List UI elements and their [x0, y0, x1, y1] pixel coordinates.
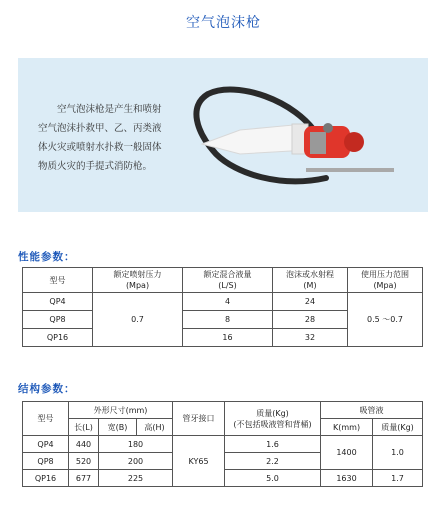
header-cell: 高(H) [137, 419, 173, 436]
flow-cell: 8 [183, 311, 273, 329]
length-cell: 440 [69, 436, 99, 453]
range-cell: 24 [273, 293, 348, 311]
page-title: 空气泡沫枪 [186, 15, 261, 31]
model-cell: QP4 [23, 293, 93, 311]
width-cell: 180 [99, 436, 173, 453]
header-cell: 额定喷射压力 (Mpa) [93, 268, 183, 293]
k-cell: 1400 [321, 436, 373, 470]
flow-cell: 16 [183, 329, 273, 347]
table-row [23, 436, 423, 453]
header-cell: 质量(Kg) (不包括吸液管和背桶) [225, 402, 321, 436]
thread-cell: KY65 [173, 436, 225, 487]
header-cell: 泡沫或水射程 (M) [273, 268, 348, 293]
table-header-row [23, 268, 423, 293]
pressure-range-cell: 0.5 ～0.7 [348, 293, 423, 347]
header-cell: 型号 [23, 402, 69, 436]
header-cell: 管牙接口 [173, 402, 225, 436]
connector [310, 132, 326, 154]
model-cell: QP8 [23, 311, 93, 329]
range-cell: 32 [273, 329, 348, 347]
performance-table [22, 267, 423, 347]
intro-text: 空气泡沫枪是产生和喷射空气泡沫扑救甲、乙、丙类液体火灾或喷射水扑救一般固体物质火灾的手提式消防枪。 [38, 104, 162, 172]
header-cell: 额定混合液量 (L/S) [183, 268, 273, 293]
header-cell: 质量(Kg) [373, 419, 423, 436]
range-cell: 28 [273, 311, 348, 329]
header-cell: 长(L) [69, 419, 99, 436]
model-cell: QP16 [23, 329, 93, 347]
steel-pipe [306, 168, 394, 172]
length-cell: 520 [69, 453, 99, 470]
red-cap [344, 132, 364, 152]
foam-gun-image [186, 70, 406, 200]
model-cell: QP4 [23, 436, 69, 453]
width-cell: 200 [99, 453, 173, 470]
length-cell: 677 [69, 470, 99, 487]
k-cell: 1630 [321, 470, 373, 487]
mass-cell: 2.2 [225, 453, 321, 470]
mass-cell: 1.6 [225, 436, 321, 453]
mass-cell: 5.0 [225, 470, 321, 487]
header-cell: 使用压力范围 (Mpa) [348, 268, 423, 293]
header-cell: 吸管液 [321, 402, 423, 419]
header-cell: 外形尺寸(mm) [69, 402, 173, 419]
model-cell: QP8 [23, 453, 69, 470]
header-cell: 宽(B) [99, 419, 137, 436]
hose-mass-cell: 1.0 [373, 436, 423, 470]
valve-knob [323, 123, 333, 133]
hose-mass-cell: 1.7 [373, 470, 423, 487]
header-cell: K(mm) [321, 419, 373, 436]
header-cell: 型号 [23, 268, 93, 293]
table-row [23, 293, 423, 311]
flow-cell: 4 [183, 293, 273, 311]
model-cell: QP16 [23, 470, 69, 487]
pressure-cell: 0.7 [93, 293, 183, 347]
structure-table [22, 401, 423, 487]
struct-heading: 结构参数： [18, 383, 76, 395]
perf-heading: 性能参数： [18, 251, 76, 263]
width-cell: 225 [99, 470, 173, 487]
table-header-row [23, 402, 423, 419]
